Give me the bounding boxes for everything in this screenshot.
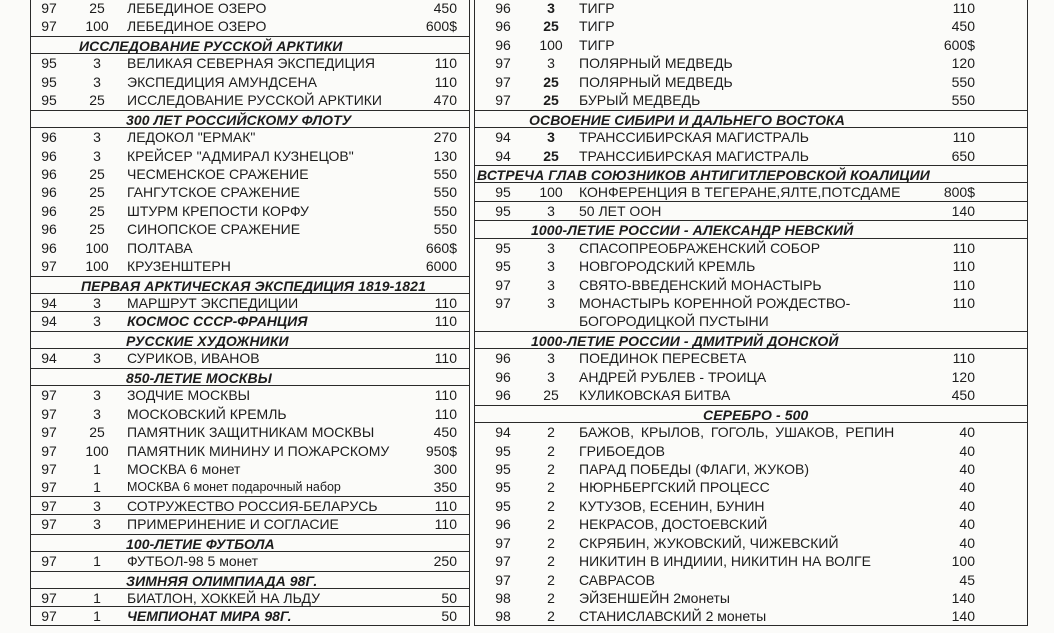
year-cell: 97 [41, 479, 57, 496]
coin-name-cell: ТРАНССИБИРСКАЯ МАГИСТРАЛЬ [579, 129, 809, 146]
denomination-cell: 3 [93, 147, 101, 164]
year-cell: 97 [41, 608, 57, 625]
denomination-cell: 100 [539, 36, 563, 53]
coin-name-cell: ПОЕДИНОК ПЕРЕСВЕТА [579, 350, 747, 367]
table-row [475, 386, 1027, 404]
price-cell: 110 [434, 516, 457, 533]
table-row [475, 0, 1027, 17]
price-cell: 110 [952, 129, 975, 146]
denomination-cell: 2 [547, 497, 555, 514]
table-row [31, 202, 469, 220]
table-row [475, 276, 1027, 294]
denomination-cell: 3 [93, 405, 101, 422]
year-cell: 95 [495, 239, 511, 256]
year-cell: 97 [41, 258, 57, 275]
year-cell: 96 [495, 350, 511, 367]
price-cell: 40 [959, 424, 975, 441]
coin-name-cell: БАЖОВ, КРЫЛОВ, ГОГОЛЬ, УШАКОВ, РЕПИН [579, 424, 895, 441]
denomination-cell: 3 [93, 497, 101, 514]
price-cell: 40 [959, 516, 975, 533]
denomination-cell: 3 [93, 55, 101, 72]
coin-name-cell: ПОЛТАВА [127, 239, 193, 256]
denomination-cell: 2 [547, 534, 555, 551]
table-row [475, 17, 1027, 35]
table-row [475, 478, 1027, 496]
denomination-cell: 25 [543, 147, 559, 164]
coin-name-cell: ТРАНССИБИРСКАЯ МАГИСТРАЛЬ [579, 147, 809, 164]
price-cell: 50 [441, 590, 457, 606]
year-cell: 97 [41, 0, 57, 16]
coin-name-cell: ЧЕСМЕНСКОЕ СРАЖЕНИЕ [127, 165, 309, 182]
price-cell: 450 [951, 387, 975, 404]
price-cell: 450 [951, 18, 975, 35]
year-cell: 95 [495, 442, 511, 459]
table-row [475, 91, 1027, 109]
price-cell: 550 [433, 221, 457, 238]
coin-name-cell: БИАТЛОН, ХОККЕЙ НА ЛЬДУ [127, 590, 321, 606]
denomination-cell: 2 [547, 460, 555, 477]
denomination-cell: 2 [547, 608, 555, 625]
denomination-cell: 25 [89, 92, 105, 109]
year-cell: 97 [41, 387, 57, 404]
coin-name-cell: ЭКСПЕДИЦИЯ АМУНДСЕНА [127, 73, 317, 90]
table-row [475, 368, 1027, 386]
year-cell: 97 [495, 92, 511, 109]
year-cell: 96 [41, 221, 57, 238]
coin-name-cell: КРЕЙСЕР "АДМИРАЛ КУЗНЕЦОВ" [127, 147, 354, 164]
table-row [475, 349, 1027, 367]
denomination-cell: 25 [89, 202, 105, 219]
price-cell: 50 [441, 608, 457, 625]
price-cell: 40 [959, 497, 975, 514]
coin-name-cell: КУЛИКОВСКАЯ БИТВА [579, 387, 731, 404]
denomination-cell: 25 [89, 184, 105, 201]
price-cell: 120 [951, 55, 975, 72]
coin-name-cell: СУРИКОВ, ИВАНОВ [127, 350, 260, 367]
price-cell: 110 [952, 276, 975, 293]
denomination-cell: 3 [93, 516, 101, 533]
denomination-cell: 25 [89, 165, 105, 182]
coin-name-cell: АНДРЕЙ РУБЛЕВ - ТРОИЦА [579, 368, 767, 385]
price-cell: 450 [433, 0, 457, 16]
price-cell: 110 [434, 295, 457, 311]
price-cell: 120 [951, 368, 975, 385]
year-cell: 95 [495, 202, 511, 219]
coin-name-cell: ПАМЯТНИК ЗАЩИТНИКАМ МОСКВЫ [127, 424, 375, 441]
year-cell: 97 [495, 534, 511, 551]
section-header: ВСТРЕЧА ГЛАВ СОЮЗНИКОВ АНТИГИТЛЕРОВСКОЙ КОАЛИЦИИ [475, 165, 1027, 183]
table-row [475, 423, 1027, 441]
denomination-cell: 100 [85, 239, 109, 256]
coin-name-cell: КОСМОС СССР-ФРАНЦИЯ [127, 313, 308, 330]
table-row [475, 515, 1027, 533]
coin-name-cell: САВРАСОВ [579, 571, 655, 588]
denomination-cell: 3 [93, 73, 101, 90]
year-cell: 96 [495, 387, 511, 404]
price-cell: 350 [433, 479, 457, 496]
denomination-cell: 3 [547, 0, 555, 16]
table-row [475, 607, 1027, 625]
table-row [475, 54, 1027, 72]
year-cell: 96 [41, 165, 57, 182]
year-cell: 96 [41, 184, 57, 201]
year-cell: 95 [495, 258, 511, 275]
year-cell: 96 [41, 129, 57, 146]
coin-name-cell: ФУТБОЛ-98 5 монет [127, 553, 259, 570]
table-row [31, 405, 469, 423]
denomination-cell: 3 [547, 368, 555, 385]
coin-name-cell: 50 ЛЕТ ООН [579, 202, 662, 219]
year-cell: 95 [495, 460, 511, 477]
price-cell: 140 [951, 202, 975, 219]
section-header: РУССКИЕ ХУДОЖНИКИ [31, 331, 469, 349]
price-cell: 110 [434, 387, 457, 404]
denomination-cell: 2 [547, 571, 555, 588]
price-cell: 110 [952, 295, 975, 311]
price-cell: 45 [959, 571, 975, 588]
denomination-cell: 3 [547, 129, 555, 146]
coin-name-cell: МАРШРУТ ЭКСПЕДИЦИИ [127, 295, 299, 311]
denomination-cell: 100 [539, 184, 563, 201]
denomination-cell: 3 [93, 313, 101, 330]
year-cell: 98 [495, 590, 511, 606]
price-cell: 40 [959, 534, 975, 551]
denomination-cell: 3 [547, 258, 555, 275]
year-cell: 97 [495, 295, 511, 311]
year-cell: 97 [495, 571, 511, 588]
section-header: 1000-ЛЕТИЕ РОССИИ - ДМИТРИЙ ДОНСКОЙ [475, 331, 1027, 349]
table-row [475, 183, 1027, 201]
section-header: 100-ЛЕТИЕ ФУТБОЛА [31, 534, 469, 552]
year-cell: 97 [41, 405, 57, 422]
price-cell: 140 [951, 590, 975, 606]
section-header: ЗИМНЯЯ ОЛИМПИАДА 98Г. [31, 571, 469, 589]
year-cell: 96 [41, 202, 57, 219]
coin-name-cell: ПАРАД ПОБЕДЫ (ФЛАГИ, ЖУКОВ) [579, 460, 810, 477]
coin-name-cell: НЮРНБЕРГСКИЙ ПРОЦЕСС [579, 479, 770, 496]
coin-name-cell: КРУЗЕНШТЕРН [127, 258, 231, 275]
denomination-cell: 3 [93, 295, 101, 311]
year-cell: 97 [41, 460, 57, 477]
price-cell: 110 [434, 350, 457, 367]
table-row [31, 386, 469, 404]
denomination-cell: 2 [547, 516, 555, 533]
denomination-cell: 3 [93, 350, 101, 367]
price-cell: 110 [434, 405, 457, 422]
year-cell: 97 [41, 497, 57, 514]
price-cell: 600$ [425, 18, 457, 35]
table-row [475, 460, 1027, 478]
year-cell: 94 [41, 313, 57, 330]
year-cell: 97 [41, 18, 57, 35]
table-row [475, 571, 1027, 589]
coin-name-cell: ТИГР [579, 18, 615, 35]
table-row [31, 589, 469, 607]
coin-name-cell: СИНОПСКОЕ СРАЖЕНИЕ [127, 221, 301, 238]
year-cell: 97 [41, 553, 57, 570]
price-cell: 550 [433, 202, 457, 219]
denomination-cell: 2 [547, 442, 555, 459]
denomination-cell: 100 [85, 18, 109, 35]
denomination-cell: 100 [85, 258, 109, 275]
denomination-cell: 1 [93, 460, 101, 477]
price-cell: 110 [952, 350, 975, 367]
price-cell: 550 [951, 92, 975, 109]
year-cell: 97 [495, 55, 511, 72]
table-row [475, 36, 1027, 54]
year-cell: 94 [495, 424, 511, 441]
table-row [475, 202, 1027, 220]
price-cell: 110 [952, 258, 975, 275]
year-cell: 96 [41, 147, 57, 164]
section-header: СЕРЕБРО - 500 [475, 405, 1027, 423]
denomination-cell: 25 [543, 73, 559, 90]
year-cell: 98 [495, 608, 511, 625]
coin-name-cell: ЧЕМПИОНАТ МИРА 98Г. [127, 608, 292, 625]
denomination-cell: 3 [547, 350, 555, 367]
denomination-cell: 1 [93, 553, 101, 570]
year-cell: 96 [495, 516, 511, 533]
table-row [31, 239, 469, 257]
price-cell: 40 [959, 460, 975, 477]
year-cell: 96 [495, 18, 511, 35]
table-row [475, 239, 1027, 257]
price-cell: 250 [433, 553, 457, 570]
year-cell: 95 [41, 73, 57, 90]
price-cell: 110 [952, 0, 975, 16]
coin-name-cell: СОТРУЖЕСТВО РОССИЯ-БЕЛАРУСЬ [127, 497, 378, 514]
table-row [31, 460, 469, 478]
table-row [475, 442, 1027, 460]
denomination-cell: 3 [547, 202, 555, 219]
year-cell: 94 [41, 295, 57, 311]
denomination-cell: 25 [543, 18, 559, 35]
table-row [475, 589, 1027, 607]
year-cell: 96 [495, 368, 511, 385]
table-row [31, 147, 469, 165]
table-row-continuation [475, 312, 1027, 330]
coin-name-cell: ПОЛЯРНЫЙ МЕДВЕДЬ [579, 73, 733, 90]
table-row [31, 73, 469, 91]
coin-name-cell: НИКИТИН В ИНДИИИ, НИКИТИН НА ВОЛГЕ [579, 553, 871, 570]
price-cell: 550 [433, 165, 457, 182]
year-cell: 94 [41, 350, 57, 367]
year-cell: 96 [495, 0, 511, 16]
year-cell: 95 [41, 92, 57, 109]
price-cell: 660$ [425, 239, 457, 256]
denomination-cell: 3 [93, 387, 101, 404]
table-row [31, 54, 469, 72]
price-cell [917, 312, 1027, 330]
price-cell: 110 [434, 497, 457, 514]
price-cell: 650 [951, 147, 975, 164]
denomination-cell: 2 [547, 590, 555, 606]
section-header: ИССЛЕДОВАНИЕ РУССКОЙ АРКТИКИ [31, 36, 469, 54]
coin-name-cell: СПАСОПРЕОБРАЖЕНСКИЙ СОБОР [579, 239, 821, 256]
price-cell: 100 [951, 553, 975, 570]
year-cell: 97 [495, 553, 511, 570]
table-row [475, 534, 1027, 552]
table-row [475, 552, 1027, 570]
coin-name-cell: ЛЕБЕДИНОЕ ОЗЕРО [127, 18, 267, 35]
price-cell: 110 [434, 55, 457, 72]
denomination-cell: 25 [89, 424, 105, 441]
table-row [475, 147, 1027, 165]
coin-name-cell: ГРИБОЕДОВ [579, 442, 665, 459]
coin-name-cell: БУРЫЙ МЕДВЕДЬ [579, 92, 701, 109]
price-cell: 270 [433, 129, 457, 146]
table-row [31, 17, 469, 35]
denomination-cell: 25 [89, 221, 105, 238]
year-cell: 97 [495, 73, 511, 90]
price-cell: 110 [434, 73, 457, 90]
denomination-cell: 2 [547, 553, 555, 570]
section-header: 850-ЛЕТИЕ МОСКВЫ [31, 368, 469, 386]
price-cell: 110 [952, 239, 975, 256]
table-row [31, 442, 469, 460]
price-cell: 470 [433, 92, 457, 109]
year-cell: 95 [495, 184, 511, 201]
price-cell: 300 [433, 460, 457, 477]
price-cell: 6000 [425, 258, 457, 275]
table-row [31, 0, 469, 17]
table-row [31, 91, 469, 109]
table-row [31, 349, 469, 367]
table-row [31, 294, 469, 312]
price-cell: 950$ [425, 442, 457, 459]
year-cell: 97 [41, 424, 57, 441]
coin-name-cell: ЭЙЗЕНШЕЙН 2монеты [579, 590, 730, 606]
coin-name-cell: ШТУРМ КРЕПОСТИ КОРФУ [127, 202, 309, 219]
coin-name-cell: КОНФЕРЕНЦИЯ В ТЕГЕРАНЕ,ЯЛТЕ,ПОТСДАМЕ [579, 184, 901, 201]
year-cell: 95 [495, 479, 511, 496]
denomination-cell: 100 [85, 442, 109, 459]
denomination-cell: 3 [547, 295, 555, 311]
coin-name-cell: МОСКВА 6 монет подарочный набор [127, 480, 341, 495]
coin-name-cell: БОГОРОДИЦКОЙ ПУСТЫНИ [579, 313, 769, 330]
table-row [31, 552, 469, 570]
table-row [31, 515, 469, 533]
year-cell: 94 [495, 147, 511, 164]
coin-name-cell: СВЯТО-ВВЕДЕНСКИЙ МОНАСТЫРЬ [579, 276, 822, 293]
year-cell: 95 [495, 497, 511, 514]
section-header: ПЕРВАЯ АРКТИЧЕСКАЯ ЭКСПЕДИЦИЯ 1819-1821 [31, 276, 469, 294]
table-row [31, 257, 469, 275]
coin-name-cell: ВЕЛИКАЯ СЕВЕРНАЯ ЭКСПЕДИЦИЯ [127, 55, 375, 72]
table-row [31, 497, 469, 515]
coin-name-cell: ПРИМЕРИНЕНИЕ И СОГЛАСИЕ [127, 516, 339, 533]
table-row [475, 73, 1027, 91]
table-row [475, 257, 1027, 275]
denomination-cell: 1 [93, 608, 101, 625]
coin-name-cell: ЛЕБЕДИНОЕ ОЗЕРО [127, 0, 267, 16]
denomination-cell: 3 [547, 276, 555, 293]
coin-name-cell: НОВГОРОДСКИЙ КРЕМЛЬ [579, 258, 756, 275]
price-cell: 140 [951, 608, 975, 625]
price-cell: 130 [433, 147, 457, 164]
coin-name-cell: МОСКВА 6 монет [127, 460, 241, 477]
table-row [31, 128, 469, 146]
denomination-cell: 1 [93, 479, 101, 496]
year-cell: 95 [41, 55, 57, 72]
coin-name-cell: ЛЕДОКОЛ "ЕРМАК" [127, 129, 256, 146]
table-row [475, 128, 1027, 146]
coin-name-cell: ПОЛЯРНЫЙ МЕДВЕДЬ [579, 55, 733, 72]
price-cell: 450 [433, 424, 457, 441]
coin-name-cell: ТИГР [579, 0, 615, 16]
price-cell: 800$ [943, 184, 975, 201]
price-cell: 110 [434, 313, 457, 330]
section-header: 1000-ЛЕТИЕ РОССИИ - АЛЕКСАНДР НЕВСКИЙ [475, 220, 1027, 238]
coin-name-cell: ТИГР [579, 36, 615, 53]
price-cell: 550 [951, 73, 975, 90]
table-row [31, 423, 469, 441]
denomination-cell: 3 [547, 55, 555, 72]
table-row [475, 497, 1027, 515]
year-cell: 96 [41, 239, 57, 256]
table-row [31, 183, 469, 201]
coin-name-cell: СТАНИСЛАВСКИЙ 2 монеты [579, 608, 767, 625]
coin-name-cell: ГАНГУТСКОЕ СРАЖЕНИЕ [127, 184, 300, 201]
table-row [31, 607, 469, 625]
denomination-cell: 2 [547, 479, 555, 496]
coin-name-cell: ПАМЯТНИК МИНИНУ И ПОЖАРСКОМУ [127, 442, 390, 459]
table-row [31, 220, 469, 238]
coin-name-cell: КУТУЗОВ, ЕСЕНИН, БУНИН [579, 497, 765, 514]
year-cell: 97 [495, 276, 511, 293]
coin-name-cell: НЕКРАСОВ, ДОСТОЕВСКИЙ [579, 516, 768, 533]
denomination-cell [531, 312, 571, 330]
section-header: 300 ЛЕТ РОССИЙСКОМУ ФЛОТУ [31, 110, 469, 128]
table-row [31, 478, 469, 496]
denomination-cell: 25 [89, 0, 105, 16]
denomination-cell: 3 [93, 129, 101, 146]
year-cell: 94 [495, 129, 511, 146]
coin-name-cell: МОСКОВСКИЙ КРЕМЛЬ [127, 405, 287, 422]
price-cell: 550 [433, 184, 457, 201]
coin-name-cell: МОНАСТЫРЬ КОРЕННОЙ РОЖДЕСТВО- [579, 295, 851, 311]
section-header: ОСВОЕНИЕ СИБИРИ И ДАЛЬНЕГО ВОСТОКА [475, 110, 1027, 128]
price-cell: 40 [959, 479, 975, 496]
denomination-cell: 25 [543, 92, 559, 109]
table-row [31, 165, 469, 183]
price-list-left-table [30, 0, 470, 626]
year-cell: 97 [41, 516, 57, 533]
year-cell: 97 [41, 590, 57, 606]
price-cell: 40 [959, 442, 975, 459]
price-list-right-table [474, 0, 1028, 626]
year-cell: 96 [495, 36, 511, 53]
table-row [31, 312, 469, 330]
denomination-cell: 25 [543, 387, 559, 404]
coin-name-cell: ИССЛЕДОВАНИЕ РУССКОЙ АРКТИКИ [127, 92, 382, 109]
denomination-cell: 2 [547, 424, 555, 441]
table-row [475, 294, 1027, 312]
coin-name-cell: ЗОДЧИЕ МОСКВЫ [127, 387, 251, 404]
denomination-cell: 1 [93, 590, 101, 606]
denomination-cell: 3 [547, 239, 555, 256]
price-cell: 600$ [943, 36, 975, 53]
coin-name-cell: СКРЯБИН, ЖУКОВСКИЙ, ЧИЖЕВСКИЙ [579, 534, 839, 551]
year-cell [475, 312, 531, 330]
year-cell: 97 [41, 442, 57, 459]
